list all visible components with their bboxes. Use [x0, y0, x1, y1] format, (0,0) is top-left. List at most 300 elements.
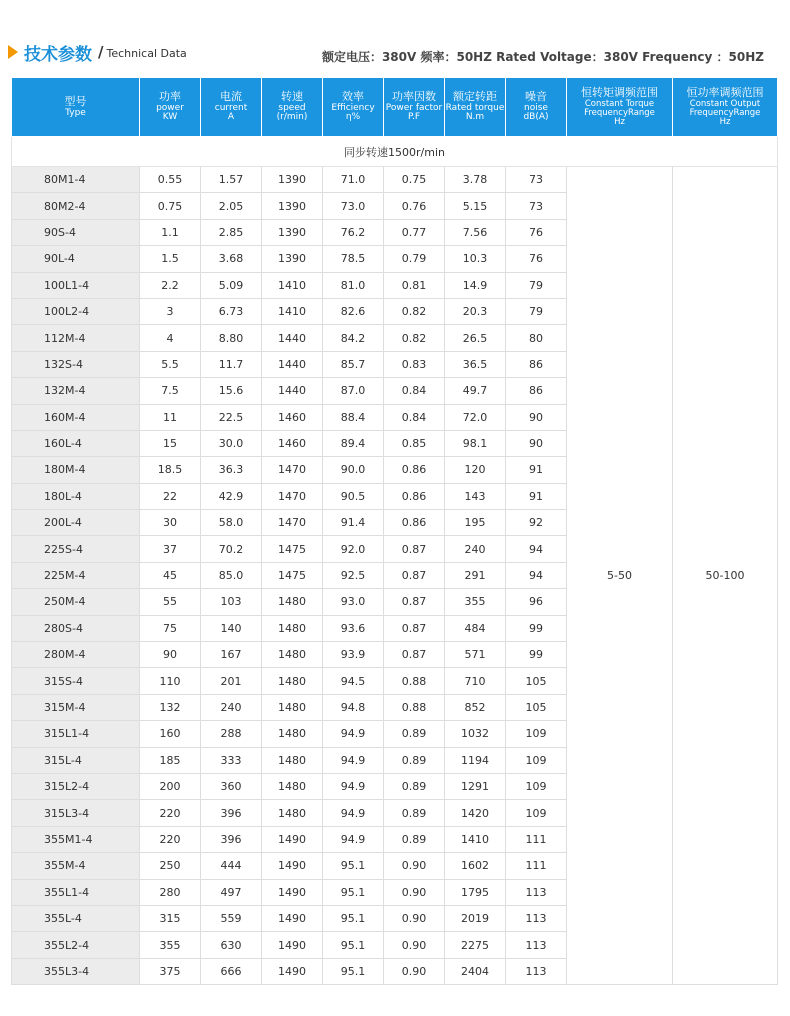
cell-noise: 113	[506, 958, 567, 984]
cell-efficiency: 94.9	[323, 800, 384, 826]
column-header-en: Hz	[614, 116, 625, 127]
column-header-en: Rated torque	[445, 102, 505, 113]
cell-power: 185	[140, 747, 201, 773]
column-header-power-factor	[384, 78, 445, 137]
cell-power-factor: 0.88	[384, 668, 445, 694]
cell-current: 22.5	[201, 404, 262, 430]
cell-power: 220	[140, 826, 201, 852]
technical-data-table	[11, 77, 778, 985]
cell-noise: 80	[506, 325, 567, 351]
title-chinese: 技术参数	[24, 44, 92, 65]
cell-type: 200L-4	[12, 510, 140, 536]
cell-current: 2.85	[201, 219, 262, 245]
cell-current: 140	[201, 615, 262, 641]
cell-type: 112M-4	[12, 325, 140, 351]
cell-noise: 113	[506, 932, 567, 958]
cell-current: 497	[201, 879, 262, 905]
cell-noise: 86	[506, 351, 567, 377]
cell-efficiency: 90.0	[323, 457, 384, 483]
cell-noise: 109	[506, 800, 567, 826]
cell-power: 45	[140, 562, 201, 588]
cell-type: 100L2-4	[12, 298, 140, 324]
cell-current: 5.09	[201, 272, 262, 298]
cell-current: 42.9	[201, 483, 262, 509]
cell-type: 315L3-4	[12, 800, 140, 826]
cell-type: 160M-4	[12, 404, 140, 430]
cell-type: 80M1-4	[12, 167, 140, 193]
cell-noise: 90	[506, 430, 567, 456]
cell-speed: 1440	[262, 325, 323, 351]
cell-speed: 1410	[262, 298, 323, 324]
cell-power: 55	[140, 589, 201, 615]
cell-type: 180L-4	[12, 483, 140, 509]
cell-efficiency: 92.5	[323, 562, 384, 588]
cell-power-factor: 0.86	[384, 457, 445, 483]
cell-power-factor: 0.82	[384, 298, 445, 324]
cell-power: 0.75	[140, 193, 201, 219]
cell-efficiency: 94.8	[323, 694, 384, 720]
cell-rated-torque: 2275	[445, 932, 506, 958]
cell-current: 15.6	[201, 378, 262, 404]
cell-type: 160L-4	[12, 430, 140, 456]
cell-power-factor: 0.89	[384, 747, 445, 773]
column-header-current	[201, 78, 262, 137]
cell-power-factor: 0.89	[384, 826, 445, 852]
cell-efficiency: 95.1	[323, 853, 384, 879]
column-header-en: Hz	[719, 116, 731, 127]
column-header-cn: 功率	[159, 90, 181, 104]
cell-power: 5.5	[140, 351, 201, 377]
cell-power-factor: 0.89	[384, 800, 445, 826]
cell-power: 1.5	[140, 246, 201, 272]
cell-power-factor: 0.90	[384, 932, 445, 958]
cell-current: 396	[201, 826, 262, 852]
cell-rated-torque: 1420	[445, 800, 506, 826]
cell-speed: 1470	[262, 457, 323, 483]
cell-speed: 1440	[262, 378, 323, 404]
column-header-power	[140, 78, 201, 137]
cell-power: 7.5	[140, 378, 201, 404]
cell-rated-torque: 36.5	[445, 351, 506, 377]
cell-current: 333	[201, 747, 262, 773]
cell-speed: 1440	[262, 351, 323, 377]
cell-current: 3.68	[201, 246, 262, 272]
column-header-constant-output-range	[673, 78, 778, 137]
cell-current: 36.3	[201, 457, 262, 483]
cell-speed: 1490	[262, 958, 323, 984]
triangle-marker-icon	[8, 45, 18, 59]
cell-power: 0.55	[140, 167, 201, 193]
cell-efficiency: 95.1	[323, 958, 384, 984]
cell-efficiency: 95.1	[323, 932, 384, 958]
cell-efficiency: 93.0	[323, 589, 384, 615]
cell-noise: 79	[506, 298, 567, 324]
cell-rated-torque: 143	[445, 483, 506, 509]
cell-rated-torque: 1602	[445, 853, 506, 879]
cell-power-factor: 0.75	[384, 167, 445, 193]
column-header-en: Constant Torque	[584, 98, 655, 109]
cell-current: 58.0	[201, 510, 262, 536]
cell-type: 250M-4	[12, 589, 140, 615]
column-header-en: power	[156, 102, 184, 113]
cell-noise: 109	[506, 721, 567, 747]
cell-type: 355L1-4	[12, 879, 140, 905]
cell-rated-torque: 3.78	[445, 167, 506, 193]
cell-noise: 99	[506, 615, 567, 641]
column-header-en: Constant Output	[689, 98, 761, 109]
cell-type: 315L-4	[12, 747, 140, 773]
title-english: Technical Data	[106, 47, 187, 60]
cell-efficiency: 91.4	[323, 510, 384, 536]
cell-type: 315M-4	[12, 694, 140, 720]
cell-power: 315	[140, 905, 201, 931]
cell-type: 315L1-4	[12, 721, 140, 747]
column-header-cn: 转速	[281, 90, 303, 104]
column-header-en: P.F	[407, 112, 421, 123]
cell-rated-torque: 98.1	[445, 430, 506, 456]
cell-type: 80M2-4	[12, 193, 140, 219]
sync-speed-label: 同步转速1500r/min	[12, 137, 778, 167]
cell-power-factor: 0.86	[384, 510, 445, 536]
cell-efficiency: 71.0	[323, 167, 384, 193]
cell-power: 200	[140, 773, 201, 799]
cell-power-factor: 0.87	[384, 589, 445, 615]
cell-power: 132	[140, 694, 201, 720]
cell-efficiency: 95.1	[323, 905, 384, 931]
cell-noise: 111	[506, 853, 567, 879]
section-title	[8, 40, 187, 64]
cell-type: 280M-4	[12, 642, 140, 668]
cell-speed: 1480	[262, 721, 323, 747]
table-header	[12, 78, 778, 137]
cell-speed: 1390	[262, 246, 323, 272]
cell-efficiency: 92.0	[323, 536, 384, 562]
cell-rated-torque: 10.3	[445, 246, 506, 272]
cell-noise: 111	[506, 826, 567, 852]
cell-speed: 1460	[262, 430, 323, 456]
cell-type: 355L2-4	[12, 932, 140, 958]
cell-speed: 1480	[262, 694, 323, 720]
cell-noise: 113	[506, 879, 567, 905]
cell-rated-torque: 240	[445, 536, 506, 562]
cell-constant-output-range: 50-100	[673, 167, 778, 985]
cell-power: 90	[140, 642, 201, 668]
cell-noise: 90	[506, 404, 567, 430]
cell-type: 355M-4	[12, 853, 140, 879]
cell-power-factor: 0.86	[384, 483, 445, 509]
cell-type: 355L3-4	[12, 958, 140, 984]
cell-power: 30	[140, 510, 201, 536]
cell-power-factor: 0.90	[384, 879, 445, 905]
cell-noise: 92	[506, 510, 567, 536]
cell-power-factor: 0.88	[384, 694, 445, 720]
cell-efficiency: 94.9	[323, 826, 384, 852]
column-header-en: Type	[65, 107, 86, 118]
cell-speed: 1480	[262, 642, 323, 668]
cell-efficiency: 94.9	[323, 773, 384, 799]
cell-noise: 91	[506, 483, 567, 509]
cell-speed: 1475	[262, 562, 323, 588]
cell-current: 103	[201, 589, 262, 615]
cell-rated-torque: 49.7	[445, 378, 506, 404]
cell-power-factor: 0.90	[384, 958, 445, 984]
cell-speed: 1390	[262, 167, 323, 193]
cell-power: 160	[140, 721, 201, 747]
column-header-en: A	[227, 112, 235, 123]
cell-noise: 105	[506, 694, 567, 720]
cell-speed: 1490	[262, 932, 323, 958]
cell-rated-torque: 7.56	[445, 219, 506, 245]
cell-power: 280	[140, 879, 201, 905]
column-header-type	[12, 78, 140, 137]
cell-efficiency: 76.2	[323, 219, 384, 245]
cell-current: 201	[201, 668, 262, 694]
column-header-en: Efficiency	[331, 102, 375, 113]
cell-noise: 99	[506, 642, 567, 668]
cell-current: 240	[201, 694, 262, 720]
cell-power: 4	[140, 325, 201, 351]
cell-power-factor: 0.76	[384, 193, 445, 219]
column-header-cn: 额定转距	[453, 90, 497, 104]
cell-noise: 109	[506, 747, 567, 773]
title-slash: /	[98, 43, 104, 61]
column-header-noise	[506, 78, 567, 137]
column-header-en: FrequencyRange	[689, 107, 761, 118]
cell-efficiency: 84.2	[323, 325, 384, 351]
cell-noise: 79	[506, 272, 567, 298]
cell-efficiency: 73.0	[323, 193, 384, 219]
column-header-cn: 效率	[342, 90, 364, 104]
cell-rated-torque: 484	[445, 615, 506, 641]
cell-noise: 94	[506, 562, 567, 588]
cell-rated-torque: 1795	[445, 879, 506, 905]
cell-current: 167	[201, 642, 262, 668]
cell-current: 8.80	[201, 325, 262, 351]
column-header-cn: 型号	[64, 95, 87, 108]
cell-type: 180M-4	[12, 457, 140, 483]
cell-power-factor: 0.77	[384, 219, 445, 245]
cell-noise: 76	[506, 219, 567, 245]
cell-type: 225M-4	[12, 562, 140, 588]
cell-noise: 109	[506, 773, 567, 799]
cell-power-factor: 0.83	[384, 351, 445, 377]
cell-power: 22	[140, 483, 201, 509]
cell-rated-torque: 2019	[445, 905, 506, 931]
sync-speed-section	[12, 137, 778, 167]
cell-rated-torque: 710	[445, 668, 506, 694]
cell-current: 11.7	[201, 351, 262, 377]
cell-rated-torque: 291	[445, 562, 506, 588]
column-header-cn: 噪音	[525, 90, 547, 104]
title-english-wrap	[98, 43, 187, 61]
column-header-en: speed	[278, 102, 306, 113]
cell-rated-torque: 1410	[445, 826, 506, 852]
cell-rated-torque: 26.5	[445, 325, 506, 351]
cell-efficiency: 85.7	[323, 351, 384, 377]
column-header-rated-torque	[445, 78, 506, 137]
cell-power-factor: 0.79	[384, 246, 445, 272]
cell-speed: 1460	[262, 404, 323, 430]
cell-efficiency: 94.5	[323, 668, 384, 694]
cell-efficiency: 95.1	[323, 879, 384, 905]
cell-speed: 1480	[262, 773, 323, 799]
cell-efficiency: 90.5	[323, 483, 384, 509]
rated-specs: 额定电压：380V 频率：50HZ Rated Voltage：380V Frequency ：50HZ	[321, 50, 764, 64]
cell-speed: 1490	[262, 853, 323, 879]
column-header-speed	[262, 78, 323, 137]
cell-efficiency: 88.4	[323, 404, 384, 430]
table-body	[12, 167, 778, 985]
cell-power: 15	[140, 430, 201, 456]
cell-current: 70.2	[201, 536, 262, 562]
cell-type: 355M1-4	[12, 826, 140, 852]
cell-current: 666	[201, 958, 262, 984]
cell-noise: 113	[506, 905, 567, 931]
cell-power-factor: 0.81	[384, 272, 445, 298]
cell-rated-torque: 852	[445, 694, 506, 720]
cell-power: 1.1	[140, 219, 201, 245]
cell-type: 355L-4	[12, 905, 140, 931]
cell-power: 220	[140, 800, 201, 826]
cell-efficiency: 81.0	[323, 272, 384, 298]
cell-rated-torque: 1291	[445, 773, 506, 799]
column-header-en: KW	[162, 112, 178, 123]
cell-power: 110	[140, 668, 201, 694]
cell-current: 6.73	[201, 298, 262, 324]
cell-rated-torque: 5.15	[445, 193, 506, 219]
cell-current: 559	[201, 905, 262, 931]
cell-current: 630	[201, 932, 262, 958]
cell-noise: 73	[506, 193, 567, 219]
cell-power-factor: 0.85	[384, 430, 445, 456]
cell-efficiency: 82.6	[323, 298, 384, 324]
cell-power-factor: 0.87	[384, 536, 445, 562]
cell-speed: 1490	[262, 905, 323, 931]
cell-noise: 73	[506, 167, 567, 193]
cell-noise: 94	[506, 536, 567, 562]
cell-rated-torque: 120	[445, 457, 506, 483]
cell-rated-torque: 1032	[445, 721, 506, 747]
cell-power-factor: 0.87	[384, 562, 445, 588]
cell-current: 30.0	[201, 430, 262, 456]
cell-power-factor: 0.90	[384, 853, 445, 879]
cell-type: 225S-4	[12, 536, 140, 562]
sync-speed-row	[12, 137, 778, 167]
cell-current: 444	[201, 853, 262, 879]
cell-rated-torque: 14.9	[445, 272, 506, 298]
cell-speed: 1390	[262, 219, 323, 245]
cell-power-factor: 0.90	[384, 905, 445, 931]
cell-speed: 1470	[262, 483, 323, 509]
cell-noise: 105	[506, 668, 567, 694]
header-row	[12, 78, 778, 137]
column-header-en: current	[214, 102, 248, 113]
cell-speed: 1490	[262, 826, 323, 852]
cell-rated-torque: 1194	[445, 747, 506, 773]
cell-constant-torque-range: 5-50	[567, 167, 673, 985]
cell-type: 315S-4	[12, 668, 140, 694]
cell-speed: 1410	[262, 272, 323, 298]
column-header-en: dB(A)	[523, 112, 549, 123]
cell-efficiency: 94.9	[323, 747, 384, 773]
cell-power: 2.2	[140, 272, 201, 298]
cell-efficiency: 89.4	[323, 430, 384, 456]
cell-efficiency: 78.5	[323, 246, 384, 272]
cell-current: 1.57	[201, 167, 262, 193]
column-header-en: η%	[345, 112, 361, 123]
column-header-en: N.m	[465, 112, 485, 123]
cell-type: 132M-4	[12, 378, 140, 404]
cell-type: 90L-4	[12, 246, 140, 272]
table-row	[12, 167, 778, 193]
cell-speed: 1480	[262, 589, 323, 615]
cell-rated-torque: 20.3	[445, 298, 506, 324]
column-header-efficiency	[323, 78, 384, 137]
cell-power: 11	[140, 404, 201, 430]
cell-speed: 1490	[262, 879, 323, 905]
cell-rated-torque: 2404	[445, 958, 506, 984]
cell-noise: 91	[506, 457, 567, 483]
cell-current: 288	[201, 721, 262, 747]
column-header-cn: 恒转矩调频范围	[581, 86, 658, 100]
cell-type: 280S-4	[12, 615, 140, 641]
column-header-constant-torque-range	[567, 78, 673, 137]
cell-power-factor: 0.84	[384, 378, 445, 404]
cell-power: 355	[140, 932, 201, 958]
column-header-cn: 电流	[220, 90, 242, 104]
cell-efficiency: 87.0	[323, 378, 384, 404]
cell-efficiency: 94.9	[323, 721, 384, 747]
cell-speed: 1480	[262, 668, 323, 694]
cell-efficiency: 93.9	[323, 642, 384, 668]
cell-power-factor: 0.82	[384, 325, 445, 351]
column-header-en: noise	[524, 102, 548, 113]
cell-power: 3	[140, 298, 201, 324]
cell-current: 2.05	[201, 193, 262, 219]
cell-current: 396	[201, 800, 262, 826]
cell-power: 75	[140, 615, 201, 641]
cell-speed: 1480	[262, 615, 323, 641]
cell-rated-torque: 195	[445, 510, 506, 536]
cell-power-factor: 0.87	[384, 642, 445, 668]
cell-rated-torque: 355	[445, 589, 506, 615]
cell-speed: 1480	[262, 747, 323, 773]
column-header-cn: 恒功率调频范围	[686, 86, 764, 100]
cell-power: 37	[140, 536, 201, 562]
column-header-en: Power factor	[385, 102, 443, 113]
cell-noise: 86	[506, 378, 567, 404]
cell-rated-torque: 571	[445, 642, 506, 668]
cell-power: 375	[140, 958, 201, 984]
cell-noise: 76	[506, 246, 567, 272]
cell-power-factor: 0.87	[384, 615, 445, 641]
cell-current: 85.0	[201, 562, 262, 588]
cell-power: 250	[140, 853, 201, 879]
cell-speed: 1390	[262, 193, 323, 219]
cell-power: 18.5	[140, 457, 201, 483]
cell-power-factor: 0.89	[384, 721, 445, 747]
cell-power-factor: 0.89	[384, 773, 445, 799]
cell-speed: 1480	[262, 800, 323, 826]
cell-efficiency: 93.6	[323, 615, 384, 641]
cell-rated-torque: 72.0	[445, 404, 506, 430]
cell-noise: 96	[506, 589, 567, 615]
column-header-en: (r/min)	[276, 112, 308, 123]
cell-type: 132S-4	[12, 351, 140, 377]
cell-power-factor: 0.84	[384, 404, 445, 430]
column-header-en: FrequencyRange	[584, 107, 655, 118]
cell-speed: 1470	[262, 510, 323, 536]
